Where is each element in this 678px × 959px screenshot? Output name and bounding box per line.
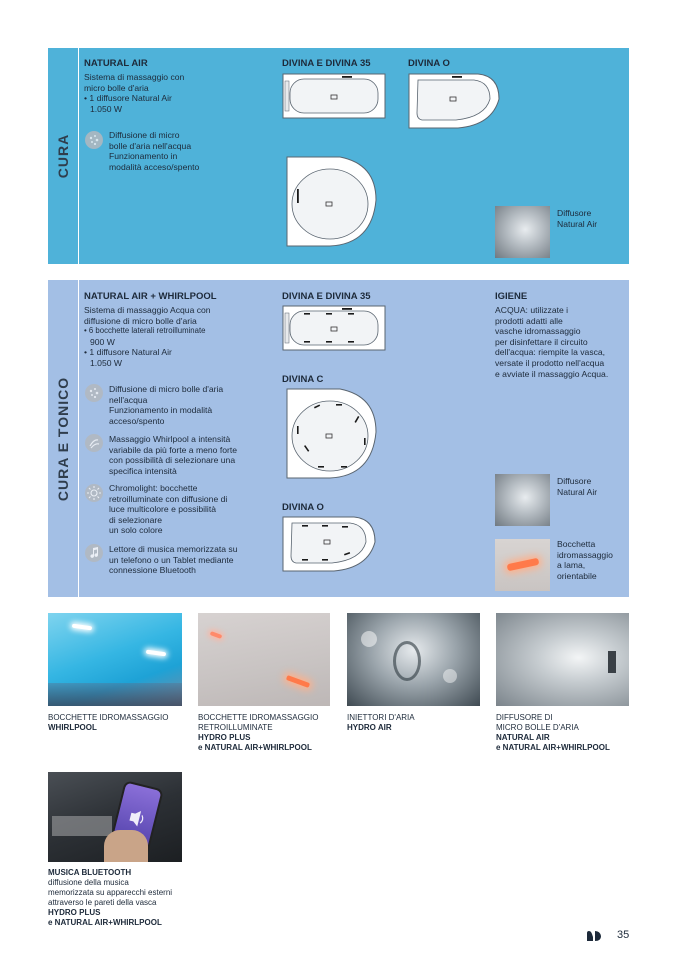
feature-line: variabile da più forte a meno forte [109, 444, 238, 455]
brand-logo-icon [586, 929, 602, 941]
tub-diagram-divina-35-whirlpool [282, 305, 386, 351]
tonico-diffuser-caption [557, 476, 627, 497]
tonico-desc-line: • 6 bocchette laterali retroilluminate [84, 326, 206, 336]
tonico-feature-1 [109, 384, 269, 426]
jet-glow [210, 631, 223, 639]
whirlpool-jets-photo [48, 613, 182, 706]
caption-bold-line: HYDRO PLUS [198, 733, 251, 742]
igiene-text [495, 305, 627, 379]
tub-diagram-divina-o [408, 73, 500, 129]
chromolight-icon [85, 484, 103, 502]
caption-line: BOCCHETTE IDROMASSAGGIO [48, 713, 169, 722]
caption-line: Bocchetta [557, 539, 596, 549]
cura-panel [48, 48, 629, 264]
tonico-feature-3 [109, 483, 279, 536]
feature-line: Massaggio Whirlpool a intensità [109, 434, 231, 444]
feature-line: luce multicolore e possibilità [109, 504, 216, 515]
feature-line: Funzionamento in modalità [109, 405, 213, 416]
tonico-desc-line: • 1 diffusore Natural Air [84, 347, 172, 358]
caption-line: memorizzata su apparecchi esterni [48, 888, 173, 897]
feature-line: con possibilità di selezionare una [109, 455, 236, 466]
backlit-jets-photo [198, 613, 330, 706]
caption-line: Natural Air [557, 486, 598, 497]
page-number: 35 [617, 929, 630, 941]
tonico-title: NATURAL AIR + WHIRLPOOL [84, 291, 217, 302]
feature-line: un solo colore [109, 525, 163, 536]
tub-diagram-divina-35 [282, 73, 386, 119]
caption-bold-line: e NATURAL AIR+WHIRLPOOL [496, 743, 610, 752]
caption-line: RETROILLUMINATE [198, 723, 273, 732]
gallery-caption-3 [347, 713, 487, 733]
cura-description [84, 72, 234, 114]
tonico-feature-2 [109, 434, 279, 476]
caption-line: INIETTORI D'ARIA [347, 713, 415, 722]
caption-line: attraverso le pareti della vasca [48, 898, 157, 907]
tonico-desc-line: diffusione di micro bolle d'aria [84, 315, 197, 326]
caption-line: DIFFUSORE DI [496, 713, 553, 722]
jet-glow [286, 675, 310, 688]
blade-jet-photo [495, 539, 550, 591]
tonico-side-label-box [48, 280, 79, 597]
feature-line: acceso/spento [109, 415, 165, 426]
bubble [443, 669, 457, 683]
tonico-desc-line: 900 W [90, 336, 115, 347]
feature-line: un telefono o un Tablet mediante [109, 554, 234, 565]
feature-line: connessione Bluetooth [109, 565, 196, 576]
cura-desc-line: • 1 diffusore Natural Air [84, 93, 172, 104]
whirlpool-jet-icon [85, 434, 103, 452]
cura-feature-line: bolle d'aria nell'acqua [109, 140, 192, 151]
caption-bold-line: HYDRO AIR [347, 723, 392, 732]
cura-diffuser-caption [557, 208, 627, 229]
igiene-line: per disinfettare il circuito [495, 336, 588, 347]
gallery-caption-1 [48, 713, 188, 733]
caption-line: a lama, [557, 560, 586, 571]
caption-bold-line: NATURAL AIR [496, 733, 550, 742]
caption-bold-line: WHIRLPOOL [48, 723, 97, 732]
air-bubbles-icon [85, 131, 103, 149]
hand [104, 830, 148, 862]
cura-feature-line: modalità acceso/spento [109, 161, 200, 172]
cura-side-label-box [48, 48, 79, 264]
caption-line: Natural Air [557, 218, 598, 229]
igiene-line: e avviate il massaggio Acqua. [495, 368, 609, 379]
igiene-line: versate il prodotto nell'acqua [495, 357, 605, 368]
tonico-desc-line: 1.050 W [90, 357, 123, 368]
caption-bold-line: e NATURAL AIR+WHIRLPOOL [48, 918, 162, 927]
feature-line: retroilluminate con diffusione di [109, 493, 228, 504]
caption-line: BOCCHETTE IDROMASSAGGIO [198, 713, 319, 722]
blade-jet-light [507, 558, 540, 572]
cura-feature-line: Funzionamento in [109, 151, 178, 162]
igiene-line: ACQUA: utilizzate i [495, 305, 569, 315]
music-caption [48, 868, 238, 928]
air-injectors-photo [347, 613, 480, 706]
caption-line: Diffusore [557, 476, 592, 486]
tonico-feature-4 [109, 544, 279, 576]
jet-caption [557, 539, 627, 581]
air-bubbles-icon [85, 384, 103, 402]
cura-desc-line: micro bolle d'aria [84, 82, 149, 93]
caption-line: Diffusore [557, 208, 592, 218]
natural-air-diffuser-photo [495, 206, 550, 258]
cura-side-label: CURA [55, 133, 71, 179]
cura-feature-line: Diffusione di micro [109, 130, 180, 140]
tub-diagram-corner [286, 156, 378, 248]
cura-desc-line: Sistema di massaggio con [84, 72, 185, 82]
tonico-description [84, 305, 254, 369]
bubble [361, 631, 377, 647]
tonico-tub-heading-divina-35: DIVINA E DIVINA 35 [282, 291, 371, 302]
bluetooth-music-photo [48, 772, 182, 862]
tub-diagram-divina-c [286, 388, 378, 480]
cura-e-tonico-panel [48, 280, 629, 597]
caption-line: MICRO BOLLE D'ARIA [496, 723, 579, 732]
caption-bold-line: HYDRO PLUS [48, 908, 101, 917]
natural-air-diffuser-photo [495, 474, 550, 526]
diffuser-nozzle [608, 651, 616, 673]
igiene-line: dell'acqua: riempite la vasca, [495, 347, 606, 358]
feature-line: Chromolight: bocchette [109, 483, 198, 493]
feature-line: Lettore di musica memorizzata su [109, 544, 238, 554]
tub-edge [48, 683, 182, 706]
feature-line: Diffusione di micro bolle d'aria [109, 384, 224, 394]
feature-line: nell'acqua [109, 394, 148, 405]
caption-line: idromassaggio [557, 549, 613, 560]
igiene-line: prodotti adatti alle [495, 315, 563, 326]
cura-title: NATURAL AIR [84, 58, 148, 69]
gallery-caption-2 [198, 713, 338, 753]
feature-line: specifica intensità [109, 465, 177, 476]
cura-desc-line: 1.050 W [90, 103, 123, 114]
jet-glow [146, 650, 166, 657]
micro-bubble-diffuser-photo [496, 613, 629, 706]
cura-feature-text [109, 130, 239, 172]
cabinet [52, 816, 112, 836]
tonico-desc-line: Sistema di massaggio Acqua con [84, 305, 211, 315]
jet-glow [72, 624, 92, 631]
tonico-side-label: CURA E TONICO [55, 376, 71, 501]
tub-diagram-divina-o-whirlpool [282, 516, 376, 572]
tonico-tub-heading-divina-c: DIVINA C [282, 374, 324, 385]
caption-line: diffusione della musica [48, 878, 129, 887]
igiene-title: IGIENE [495, 291, 528, 302]
caption-line: orientabile [557, 570, 597, 581]
injector-ring [393, 641, 421, 681]
tonico-tub-heading-divina-o: DIVINA O [282, 502, 324, 513]
feature-line: di selezionare [109, 514, 163, 525]
music-note-icon [85, 544, 103, 562]
caption-bold-line: e NATURAL AIR+WHIRLPOOL [198, 743, 312, 752]
igiene-line: vasche idromassaggio [495, 326, 581, 337]
cura-tub-heading-divina-35: DIVINA E DIVINA 35 [282, 58, 371, 69]
cura-tub-heading-divina-o: DIVINA O [408, 58, 450, 69]
music-title: MUSICA BLUETOOTH [48, 868, 132, 877]
gallery-caption-4 [496, 713, 636, 753]
